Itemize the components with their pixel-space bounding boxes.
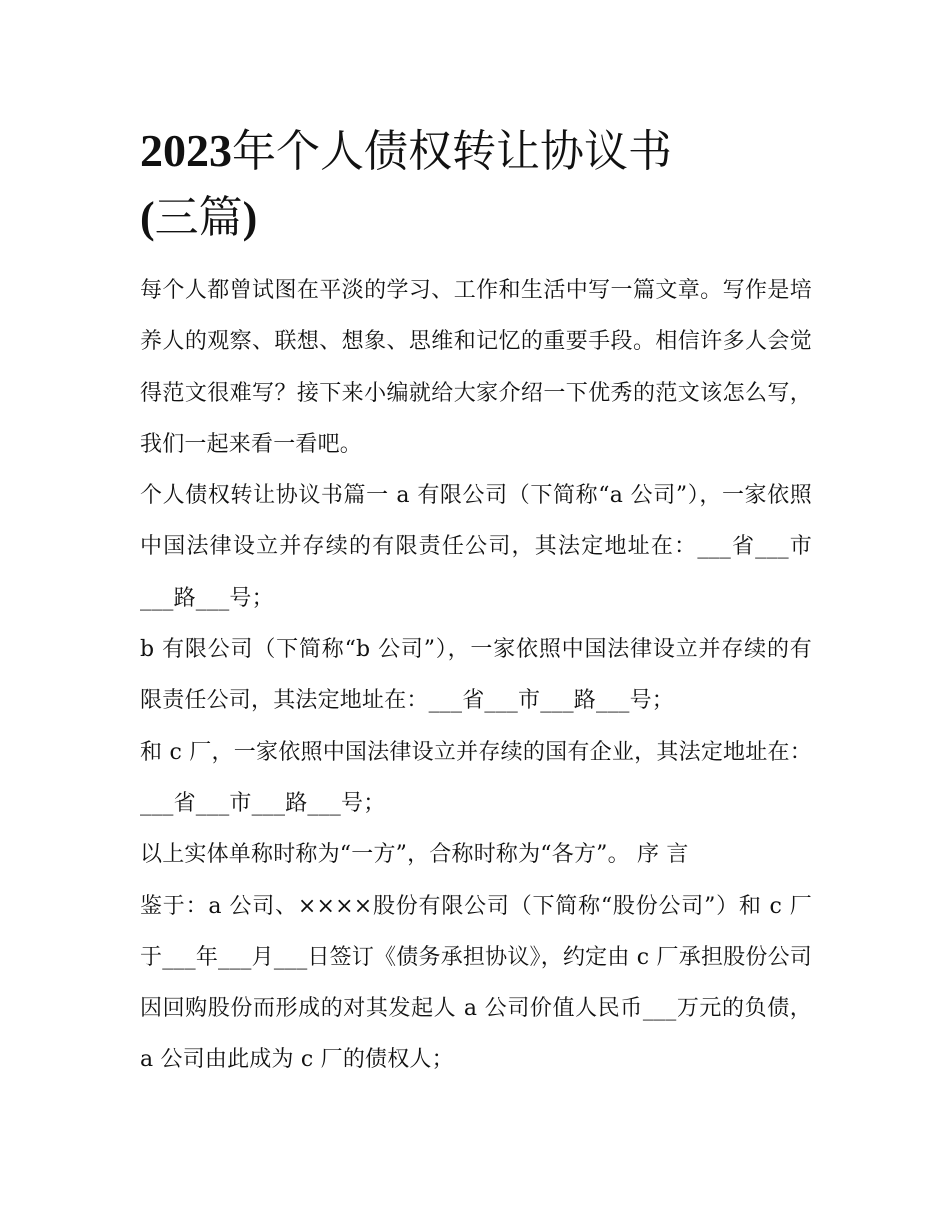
party-a-paragraph: 个人债权转让协议书篇一 a 有限公司（下简称“a 公司”），一家依照中国法律设立并存续的有限责任公司，其法定地址在：___省___市___路___号； bbox=[140, 483, 812, 611]
party-b-paragraph: b 有限公司（下简称“b 公司”），一家依照中国法律设立并存续的有限责任公司，其法定地址在：___省___市___路___号； bbox=[140, 637, 812, 714]
document-title bbox=[140, 118, 812, 251]
title-subtitle: 三篇 bbox=[154, 192, 243, 243]
definitions-paragraph: 以上实体单称时称为“一方”，合称时称为“各方”。 序 言 bbox=[140, 842, 689, 868]
document-body bbox=[140, 118, 812, 1086]
title-text: 年个人债权转让协议书 bbox=[232, 126, 672, 177]
intro-paragraph: 每个人都曾试图在平淡的学习、工作和生活中写一篇文章。写作是培养人的观察、联想、想象、思维和记忆的重要手段。相信许多人会觉得范文很难写？接下来小编就给大家介绍一下优秀的范文该怎么写，我们一起来看一看吧。 bbox=[140, 278, 812, 457]
party-c-paragraph: 和 c 厂，一家依照中国法律设立并存续的国有企业，其法定地址在：___省___市___路___号； bbox=[140, 739, 812, 816]
paragraph-list bbox=[140, 265, 812, 1086]
whereas-paragraph: 鉴于：a 公司、××××股份有限公司（下简称“股份公司”）和 c 厂于___年___月___日签订《债务承担协议》，约定由 c 厂承担股份公司因回购股份而形成的对其发起人 a 公司价值人民币___万元的负债，a 公司由此成为 c 厂的债权人； bbox=[140, 893, 812, 1073]
title-paren-open: ( bbox=[140, 193, 155, 242]
title-paren-close: ) bbox=[242, 193, 258, 242]
title-year: 2023 bbox=[140, 125, 232, 176]
